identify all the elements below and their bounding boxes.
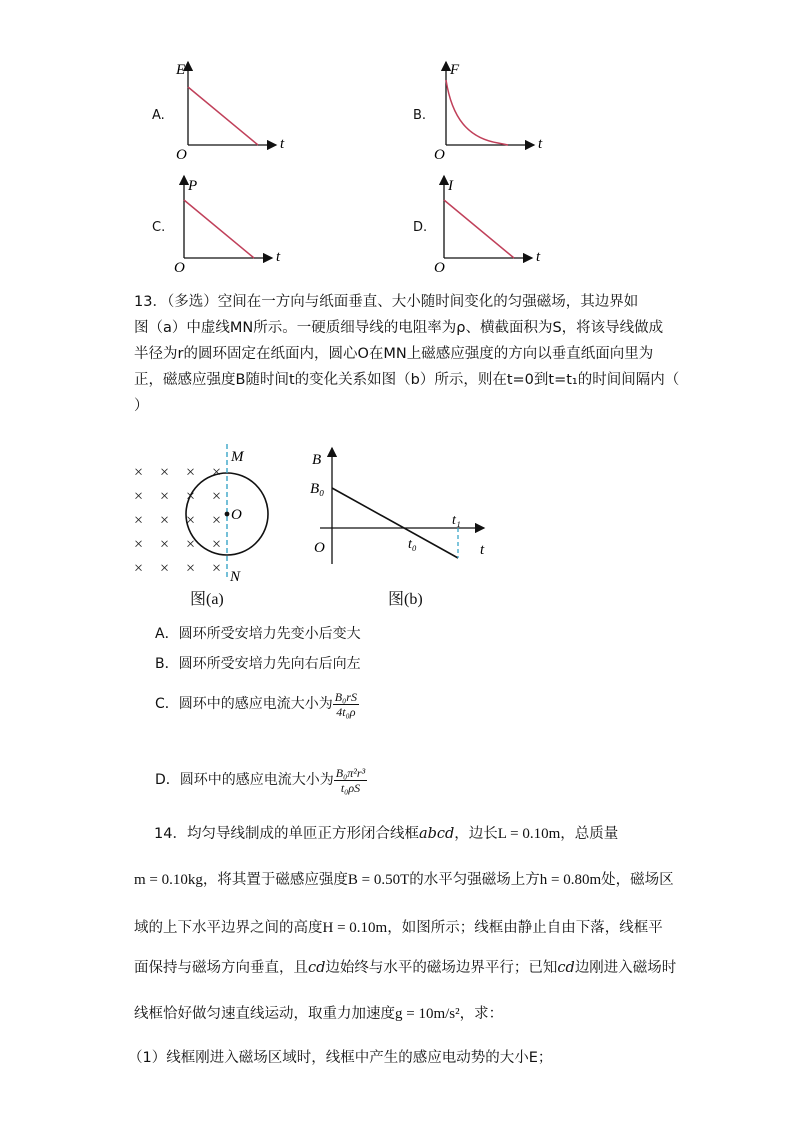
q14-math-cd: cd bbox=[308, 960, 326, 976]
q14-text: 14．均匀导线制成的单匝正方形闭合线框 bbox=[154, 826, 419, 842]
cross: × bbox=[160, 464, 170, 481]
q14-text: ，将其置于磁感应强度 bbox=[202, 872, 348, 888]
q13-line-3: 半径为r的圆环固定在纸面内，圆心O在MN上磁感应强度的方向以垂直纸面向里为 bbox=[134, 346, 654, 362]
graph-b-curve bbox=[446, 80, 508, 145]
label-b0: B₀ bbox=[310, 481, 325, 497]
option-letter-b: B. bbox=[413, 108, 427, 123]
figure-b bbox=[300, 444, 500, 574]
option-letter-c: C. bbox=[152, 220, 166, 235]
q14-text: 面保持与磁场方向垂直，且 bbox=[134, 960, 308, 976]
center-dot bbox=[225, 512, 230, 517]
option-letter-d: D. bbox=[413, 220, 428, 235]
graph-a bbox=[175, 62, 285, 163]
q13-line-4: 正，磁感应强度B随时间t的变化关系如图（b）所示，则在t=0到t=t₁的时间间隔内（ bbox=[134, 372, 680, 388]
cross: × bbox=[212, 560, 222, 577]
label-t: t bbox=[480, 542, 485, 558]
q14-text: ，求： bbox=[459, 1006, 504, 1022]
cross: × bbox=[160, 512, 170, 529]
cross: × bbox=[212, 464, 222, 481]
graph-c bbox=[174, 176, 281, 276]
q14-math-b: B = 0.50T bbox=[347, 872, 410, 888]
label-o: O bbox=[314, 540, 325, 556]
cross: × bbox=[160, 488, 170, 505]
q14-math-abcd: abcd bbox=[418, 826, 455, 842]
graph-d-ylabel: I bbox=[448, 178, 453, 194]
frac-denominator: 4t₀ρ bbox=[336, 704, 356, 719]
q13-line-5: ） bbox=[134, 398, 149, 414]
figure-a bbox=[120, 440, 290, 590]
cross-grid bbox=[134, 464, 221, 577]
figure-b-caption: 图(b) bbox=[388, 591, 423, 608]
graph-b bbox=[434, 62, 543, 163]
frac-denominator: t₀ρS bbox=[340, 780, 361, 795]
option-graphs bbox=[0, 0, 800, 290]
q14-text: ，总质量 bbox=[560, 826, 619, 842]
q14-text: 边始终与水平的磁场边界平行；已知 bbox=[325, 960, 558, 976]
graph-c-xlabel: t bbox=[276, 249, 281, 265]
q13-option-a: A．圆环所受安培力先变小后变大 bbox=[155, 626, 361, 642]
q14-math-h: h = 0.80m bbox=[539, 872, 602, 888]
cross: × bbox=[160, 560, 170, 577]
q14-line-5 bbox=[134, 1004, 503, 1024]
cross: × bbox=[134, 488, 144, 505]
q14-math-m: m = 0.10kg bbox=[134, 872, 203, 888]
cross: × bbox=[186, 536, 196, 553]
q14-math-cd: cd bbox=[557, 960, 575, 976]
cross: × bbox=[212, 488, 222, 505]
label-n: N bbox=[230, 569, 241, 585]
label-m: M bbox=[231, 449, 244, 465]
graph-d bbox=[434, 176, 541, 276]
q13-option-d-fraction bbox=[334, 766, 367, 795]
cross: × bbox=[160, 536, 170, 553]
cross: × bbox=[134, 464, 144, 481]
graph-d-xlabel: t bbox=[536, 249, 541, 265]
frac-numerator: B₀rS bbox=[334, 689, 357, 704]
label-o: O bbox=[231, 507, 242, 523]
q13-option-c-fraction bbox=[333, 690, 359, 719]
q14-sub-1: （1）线框刚进入磁场区域时，线框中产生的感应电动势的大小E； bbox=[128, 1050, 553, 1066]
cross: × bbox=[212, 536, 222, 553]
cross: × bbox=[134, 512, 144, 529]
q14-text: 边刚进入磁场时 bbox=[574, 960, 677, 976]
q14-text: 线框恰好做匀速直线运动，取重力加速度 bbox=[134, 1006, 395, 1022]
graph-b-origin: O bbox=[434, 147, 445, 163]
q14-line-2 bbox=[134, 870, 674, 890]
q13-option-c-text: C．圆环中的感应电流大小为 bbox=[155, 696, 333, 712]
cross: × bbox=[186, 464, 196, 481]
graph-d-line bbox=[444, 200, 514, 258]
q13-line-1: 13．（多选）空间在一方向与纸面垂直、大小随时间变化的匀强磁场，其边界如 bbox=[134, 294, 639, 310]
q13-option-d-text: D．圆环中的感应电流大小为 bbox=[155, 772, 334, 788]
q13-line-2: 图（a）中虚线MN所示。一硬质细导线的电阻率为ρ、横截面积为S，将该导线做成 bbox=[134, 320, 664, 336]
q14-math-g: g = 10m/s² bbox=[395, 1006, 460, 1022]
graph-a-line bbox=[188, 87, 258, 145]
q13-option-b: B．圆环所受安培力先向右后向左 bbox=[155, 656, 361, 672]
graph-b-xlabel: t bbox=[538, 136, 543, 152]
graph-a-origin: O bbox=[176, 147, 187, 163]
q14-text: 域的上下水平边界之间的高度 bbox=[134, 920, 323, 936]
label-b: B bbox=[312, 452, 322, 468]
option-letter-a: A. bbox=[152, 108, 165, 123]
label-t0: t₀ bbox=[408, 537, 417, 552]
q13-option-d bbox=[155, 760, 367, 800]
graph-a-ylabel: E bbox=[176, 62, 186, 78]
q14-text: 的水平匀强磁场上方 bbox=[409, 872, 540, 888]
q14-math-hh: H = 0.10m bbox=[322, 920, 388, 936]
cross: × bbox=[212, 512, 222, 529]
q14-text: ，如图所示；线框由静止自由下落，线框平 bbox=[387, 920, 663, 936]
q14-line-1 bbox=[154, 824, 618, 844]
q14-line-4 bbox=[134, 958, 676, 978]
graph-c-ylabel: P bbox=[188, 178, 198, 194]
graph-c-origin: O bbox=[174, 260, 185, 276]
cross: × bbox=[134, 560, 144, 577]
q14-math-l: L = 0.10m bbox=[497, 826, 561, 842]
q14-text: ，边长 bbox=[454, 826, 498, 842]
frac-numerator: B₀π²r³ bbox=[335, 765, 366, 780]
b-line bbox=[332, 488, 458, 558]
cross: × bbox=[134, 536, 144, 553]
graph-a-xlabel: t bbox=[280, 136, 285, 152]
q13-option-c bbox=[155, 684, 359, 724]
graph-c-line bbox=[184, 200, 254, 258]
q14-line-3 bbox=[134, 918, 663, 938]
graph-b-ylabel: F bbox=[450, 62, 460, 78]
label-t1: t₁ bbox=[452, 513, 461, 528]
cross: × bbox=[186, 488, 196, 505]
cross: × bbox=[186, 560, 196, 577]
cross: × bbox=[186, 512, 196, 529]
q14-text: 处，磁场区 bbox=[601, 872, 674, 888]
graph-d-origin: O bbox=[434, 260, 445, 276]
figure-a-caption: 图(a) bbox=[190, 591, 224, 608]
